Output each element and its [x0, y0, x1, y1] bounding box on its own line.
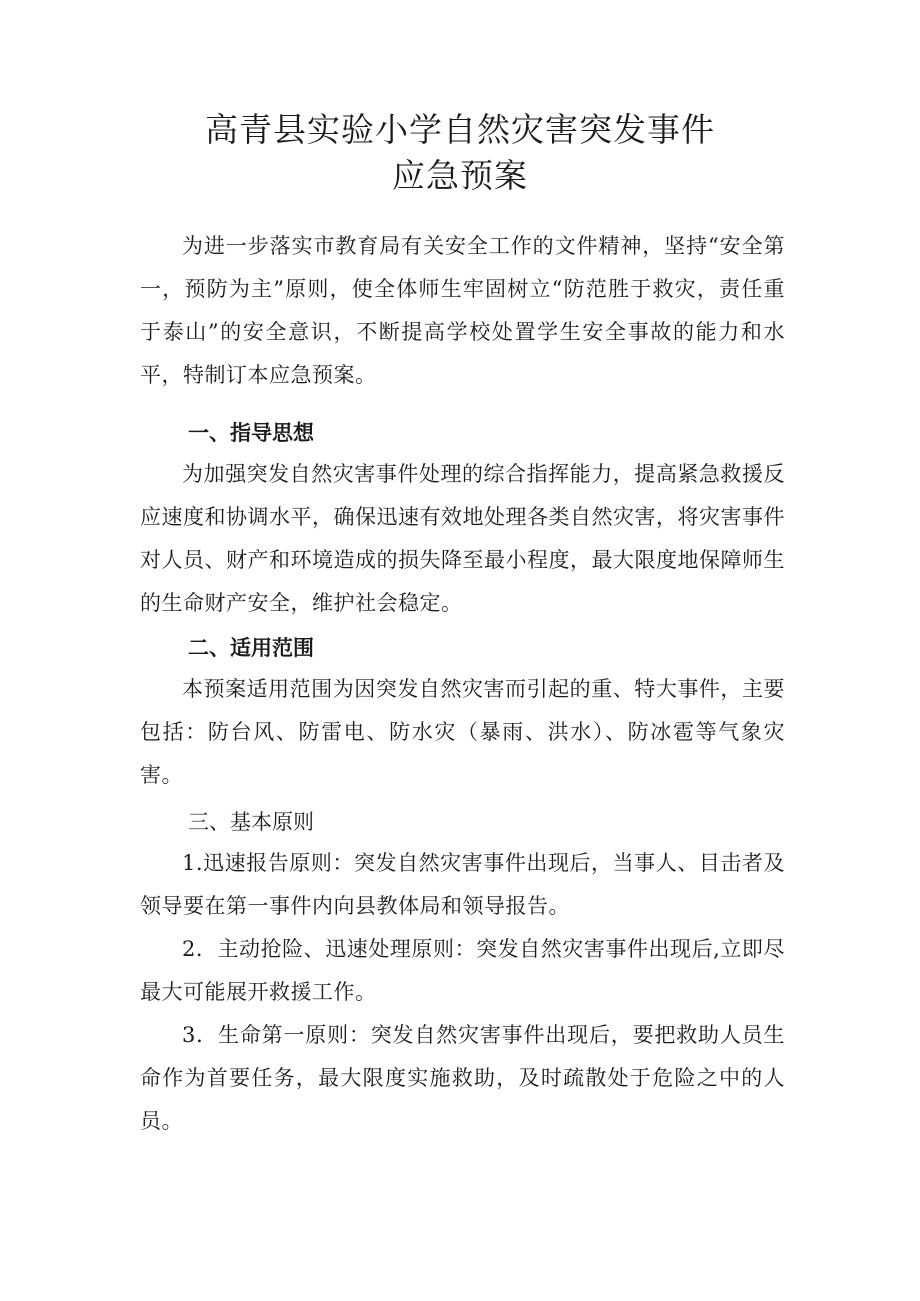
section2-paragraph: 本预案适用范围为因突发自然灾害而引起的重、特大事件，主要包括：防台风、防雷电、防水灾（暴雨、洪水）、防冰雹等气象灾害。 — [140, 677, 785, 787]
section3-heading: 三、基本原则 — [188, 810, 314, 834]
document-title-line1: 高青县实验小学自然灾害突发事件 — [205, 110, 715, 149]
principle-item-1: 1.迅速报告原则：突发自然灾害事件出现后，当事人、目击者及领导要在第一事件内向县教体局和领导报告。 — [140, 851, 785, 918]
principle-item-2: 2．主动抢险、迅速处理原则：突发自然灾害事件出现后,立即尽最大可能展开救援工作。 — [140, 937, 785, 1004]
intro-paragraph: 为进一步落实市教育局有关安全工作的文件精神，坚持“安全第一，预防为主”原则，使全体师生牢固树立“防范胜于救灾，责任重于泰山”的安全意识，不断提高学校处置学生安全事故的能力和水平，特制订本应急预案。 — [140, 234, 785, 387]
section1-heading: 一、指导思想 — [188, 421, 314, 445]
document-title-line2: 应急预案 — [392, 156, 528, 195]
principle-item-3: 3．生命第一原则：突发自然灾害事件出现后，要把救助人员生命作为首要任务，最大限度实施救助，及时疏散处于危险之中的人员。 — [140, 1023, 785, 1133]
section1-paragraph: 为加强突发自然灾害事件处理的综合指挥能力，提高紧急救援反应速度和协调水平，确保迅速有效地处理各类自然灾害，将灾害事件对人员、财产和环境造成的损失降至最小程度，最大限度地保障师生的生命财产安全，维护社会稳定。 — [140, 462, 785, 615]
section2-heading: 二、适用范围 — [188, 636, 314, 660]
